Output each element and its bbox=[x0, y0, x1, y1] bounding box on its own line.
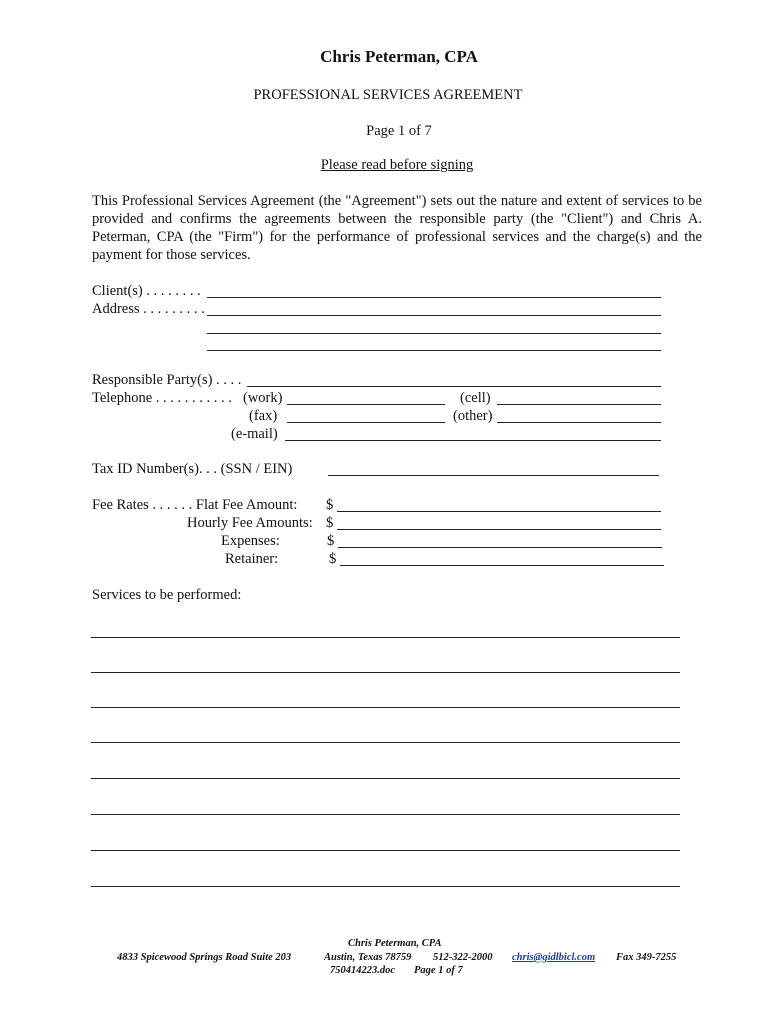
email-field[interactable] bbox=[285, 440, 661, 441]
tax-id-label: Tax ID Number(s). . . (SSN / EIN) bbox=[92, 461, 293, 477]
footer-city: Austin, Texas 78759 bbox=[324, 952, 412, 963]
services-line[interactable] bbox=[91, 778, 680, 779]
services-line[interactable] bbox=[91, 742, 680, 743]
services-line[interactable] bbox=[91, 672, 680, 673]
responsible-party-label: Responsible Party(s) . . . . bbox=[92, 372, 242, 388]
retainer-currency: $ bbox=[329, 551, 337, 567]
retainer-label: Retainer: bbox=[225, 551, 279, 567]
flat-fee-currency: $ bbox=[326, 497, 334, 513]
read-notice-text: Please read before signing bbox=[320, 157, 474, 173]
flat-fee-field[interactable] bbox=[337, 511, 661, 512]
address-field-line-3[interactable] bbox=[207, 350, 661, 351]
hourly-fee-currency: $ bbox=[326, 515, 334, 531]
footer-firm-name: Chris Peterman, CPA bbox=[348, 938, 442, 949]
hourly-fee-label: Hourly Fee Amounts: bbox=[187, 515, 313, 531]
client-label: Client(s) . . . . . . . . bbox=[92, 283, 201, 299]
address-label: Address . . . . . . . . . bbox=[92, 301, 205, 317]
page-number: Page 1 of 7 bbox=[366, 123, 432, 139]
services-line[interactable] bbox=[91, 850, 680, 851]
services-label: Services to be performed: bbox=[92, 587, 242, 603]
footer-phone: 512-322-2000 bbox=[433, 952, 493, 963]
footer-doc-id: 750414223.doc bbox=[330, 965, 396, 976]
footer-address: 4833 Spicewood Springs Road Suite 203 bbox=[117, 952, 292, 963]
services-line[interactable] bbox=[91, 707, 680, 708]
services-line[interactable] bbox=[91, 637, 680, 638]
other-phone-field[interactable] bbox=[497, 422, 661, 423]
services-line[interactable] bbox=[91, 886, 680, 887]
expenses-field[interactable] bbox=[338, 547, 662, 548]
tax-id-field[interactable] bbox=[328, 475, 659, 476]
fax-label: (fax) bbox=[249, 408, 278, 424]
cell-phone-field[interactable] bbox=[497, 404, 661, 405]
responsible-party-field[interactable] bbox=[247, 386, 661, 387]
footer-page-number: Page 1 of 7 bbox=[414, 965, 463, 976]
cell-phone-label: (cell) bbox=[460, 390, 491, 406]
expenses-currency: $ bbox=[327, 533, 335, 549]
client-field[interactable] bbox=[207, 297, 661, 298]
services-line[interactable] bbox=[91, 814, 680, 815]
footer-email-link[interactable]: chris@gidlbicl.com bbox=[512, 952, 596, 963]
footer-fax: Fax 349-7255 bbox=[616, 952, 677, 963]
telephone-label: Telephone . . . . . . . . . . . bbox=[92, 390, 232, 406]
address-field-line-1[interactable] bbox=[207, 315, 661, 316]
expenses-label: Expenses: bbox=[221, 533, 280, 549]
address-field-line-2[interactable] bbox=[207, 333, 661, 334]
document-title: Chris Peterman, CPA bbox=[320, 47, 478, 66]
agreement-heading: PROFESSIONAL SERVICES AGREEMENT bbox=[253, 87, 523, 103]
retainer-field[interactable] bbox=[340, 565, 664, 566]
other-phone-label: (other) bbox=[453, 408, 493, 424]
fax-field[interactable] bbox=[287, 422, 445, 423]
flat-fee-label: Fee Rates . . . . . . Flat Fee Amount: bbox=[92, 497, 298, 513]
work-phone-field[interactable] bbox=[287, 404, 445, 405]
email-label: (e-mail) bbox=[231, 426, 278, 442]
intro-paragraph: This Professional Services Agreement (the "Agreement") sets out the nature and extent of services to be provided and confirms the agreements between the responsible party (the "Client") and Chris A. Peterman, CPA (the "Firm") for the performance of professional services and the charge(s) and the payment for those services. bbox=[92, 193, 702, 263]
hourly-fee-field[interactable] bbox=[337, 529, 661, 530]
read-notice bbox=[0, 157, 770, 174]
work-phone-label: (work) bbox=[243, 390, 283, 406]
